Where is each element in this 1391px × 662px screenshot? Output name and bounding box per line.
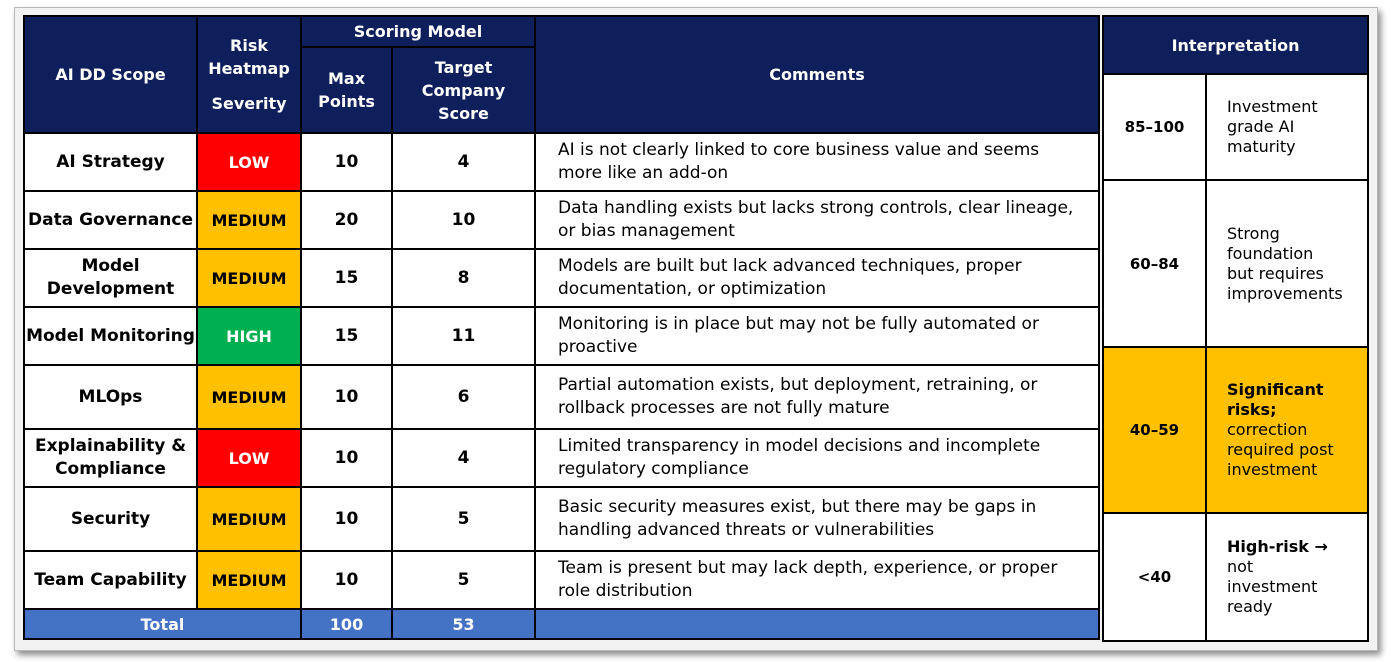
- description-line: investment: [1227, 577, 1318, 596]
- interpretation-band: [1103, 180, 1368, 347]
- max-points-cell: 10: [301, 487, 392, 551]
- description-line: improvements: [1227, 283, 1343, 303]
- score-range: <40: [1103, 513, 1206, 641]
- interpretation-band: [1103, 74, 1368, 180]
- header-max-line2: Points: [318, 92, 375, 111]
- comment-line: rollback processes are not fully mature: [558, 398, 890, 418]
- table-row: [24, 249, 1099, 307]
- comment-line: Basic security measures exist, but there may be gaps in: [558, 497, 1037, 517]
- scope-label: AI Strategy: [56, 151, 165, 172]
- comment-line: role distribution: [558, 581, 693, 601]
- table-row: [24, 191, 1099, 249]
- comment-cell: [535, 551, 1099, 609]
- table-row: [24, 133, 1099, 191]
- description-line: investment: [1227, 460, 1318, 479]
- comment-cell: [535, 307, 1099, 365]
- target-score-cell: 11: [392, 307, 535, 365]
- comment-cell: [535, 365, 1099, 429]
- description-line: maturity: [1227, 137, 1296, 156]
- comment-cell: [535, 429, 1099, 487]
- scope-label: Model Monitoring: [26, 325, 195, 346]
- description-line-bold: Significant: [1227, 380, 1324, 399]
- description-line: not: [1227, 557, 1254, 576]
- description-line-bold: High-risk →: [1227, 537, 1328, 556]
- header-scope: AI DD Scope: [24, 16, 197, 133]
- comment-cell: [535, 249, 1099, 307]
- header-scoring-model: Scoring Model: [301, 16, 535, 47]
- comment-line: Monitoring is in place but may not be fully automated or: [558, 314, 1039, 334]
- scope-label: Model: [81, 256, 140, 276]
- comment-cell: [535, 191, 1099, 249]
- interpretation-band: [1103, 513, 1368, 641]
- scope-label-line2: Compliance: [55, 459, 166, 479]
- scope-label: Team Capability: [34, 569, 187, 590]
- total-row: [24, 609, 1099, 639]
- header-target-line2: Company: [421, 80, 506, 100]
- description-line: but requires: [1227, 263, 1324, 283]
- comment-line: Data handling exists but lacks strong controls, clear lineage,: [558, 198, 1074, 218]
- table-row: [24, 551, 1099, 609]
- table-row: [24, 365, 1099, 429]
- max-points-cell: 15: [301, 307, 392, 365]
- band-description: [1206, 180, 1368, 347]
- comment-line: more like an add-on: [558, 163, 729, 183]
- total-comment-empty: [535, 609, 1099, 639]
- band-description: [1206, 74, 1368, 180]
- severity-badge: MEDIUM: [197, 487, 301, 551]
- total-label: Total: [24, 609, 301, 639]
- comment-line: regulatory compliance: [558, 459, 749, 479]
- scope-cell: [24, 487, 197, 551]
- target-score-cell: 8: [392, 249, 535, 307]
- scope-label: Data Governance: [27, 209, 193, 230]
- band-description: [1206, 347, 1368, 513]
- severity-badge: LOW: [197, 133, 301, 191]
- comment-line: Limited transparency in model decisions and incomplete: [558, 436, 1041, 456]
- header-comments: Comments: [535, 16, 1099, 133]
- comment-line: Team is present but may lack depth, experience, or proper: [558, 558, 1058, 578]
- comment-line: AI is not clearly linked to core business value and seems: [558, 140, 1040, 160]
- scope-cell: [24, 133, 197, 191]
- severity-badge: MEDIUM: [197, 191, 301, 249]
- table-row: [24, 429, 1099, 487]
- max-points-cell: 10: [301, 365, 392, 429]
- description-line: ready: [1227, 597, 1273, 616]
- severity-badge: MEDIUM: [197, 249, 301, 307]
- scope-label-line2: Development: [46, 279, 175, 299]
- max-points-cell: 10: [301, 133, 392, 191]
- severity-badge: LOW: [197, 429, 301, 487]
- target-score-cell: 4: [392, 133, 535, 191]
- severity-badge: MEDIUM: [197, 551, 301, 609]
- scope-cell: [24, 365, 197, 429]
- max-points-cell: 10: [301, 551, 392, 609]
- scope-cell: [24, 551, 197, 609]
- comment-line: proactive: [558, 337, 638, 357]
- score-range: 40–59: [1103, 347, 1206, 513]
- target-score-cell: 10: [392, 191, 535, 249]
- target-score-cell: 5: [392, 551, 535, 609]
- header-risk-severity: [197, 16, 301, 133]
- comment-cell: [535, 133, 1099, 191]
- interpretation-table: [1102, 15, 1369, 642]
- total-max-points: 100: [301, 609, 392, 639]
- description-line: Strong: [1227, 223, 1280, 243]
- table-row: [24, 487, 1099, 551]
- description-line: correction: [1227, 420, 1308, 439]
- severity-badge: MEDIUM: [197, 365, 301, 429]
- score-range: 60–84: [1103, 180, 1206, 347]
- scope-cell: [24, 307, 197, 365]
- interpretation-title: Interpretation: [1103, 16, 1368, 74]
- max-points-cell: 20: [301, 191, 392, 249]
- description-line: Investment: [1227, 97, 1318, 116]
- description-line: foundation: [1227, 243, 1314, 263]
- comment-cell: [535, 487, 1099, 551]
- comment-line: Models are built but lack advanced techniques, proper: [558, 256, 1022, 276]
- max-points-cell: 15: [301, 249, 392, 307]
- description-line: required post: [1227, 440, 1334, 459]
- comment-line: Partial automation exists, but deployment, retraining, or: [558, 375, 1038, 395]
- description-line-bold: risks;: [1227, 400, 1277, 419]
- interpretation-band-highlighted: [1103, 347, 1368, 513]
- description-line: grade AI: [1227, 117, 1295, 136]
- comment-line: documentation, or optimization: [558, 279, 827, 299]
- severity-badge: HIGH: [197, 307, 301, 365]
- total-target-score: 53: [392, 609, 535, 639]
- header-risk-line1: Risk: [230, 36, 268, 55]
- header-target-line1: Target: [434, 57, 493, 77]
- header-max-line1: Max: [327, 69, 366, 88]
- table-row: [24, 307, 1099, 365]
- band-description: [1206, 513, 1368, 641]
- scope-label: MLOps: [78, 386, 143, 407]
- comment-line: handling advanced threats or vulnerabilities: [558, 520, 935, 540]
- scope-label: Explainability &: [34, 436, 187, 456]
- header-risk-line2: Heatmap: [208, 59, 290, 78]
- header-risk-line3: Severity: [211, 94, 287, 113]
- max-points-cell: 10: [301, 429, 392, 487]
- target-score-cell: 4: [392, 429, 535, 487]
- scope-cell: [24, 249, 197, 307]
- comment-line: or bias management: [558, 221, 735, 241]
- scope-cell: [24, 191, 197, 249]
- scoring-table: [23, 15, 1100, 640]
- header-target-line3: Score: [438, 103, 489, 123]
- target-score-cell: 5: [392, 487, 535, 551]
- score-range: 85–100: [1103, 74, 1206, 180]
- header-target-score: [392, 47, 535, 133]
- scope-cell: [24, 429, 197, 487]
- header-max-points: [301, 47, 392, 133]
- scope-label: Security: [70, 508, 151, 529]
- target-score-cell: 6: [392, 365, 535, 429]
